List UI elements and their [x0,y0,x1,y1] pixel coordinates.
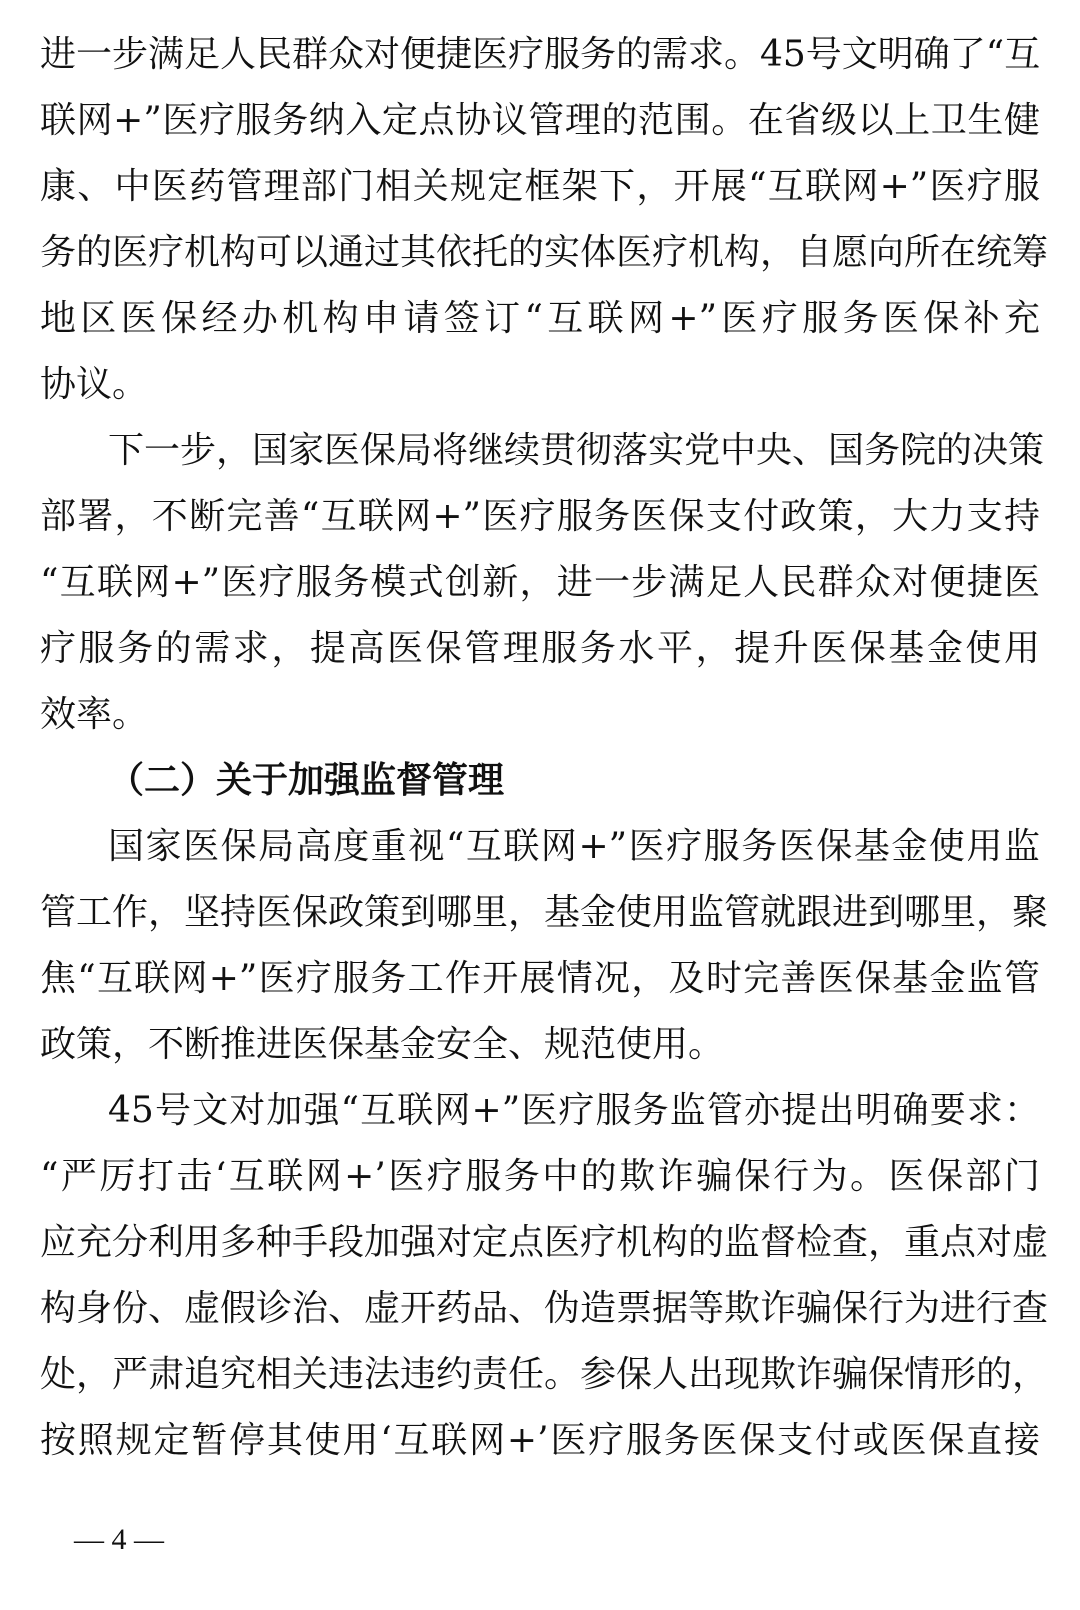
text-line: 进一步满足人民群众对便捷医疗服务的需求。45号文明确了“互 [40,34,1041,75]
text-line: 务的医疗机构可以通过其依托的实体医疗机构，自愿向所在统筹 [40,232,1049,273]
text-line: 地区医保经办机构申请签订“互联网+”医疗服务医保补充 [40,298,1040,339]
text-line: “互联网+”医疗服务模式创新，进一步满足人民群众对便捷医 [40,562,1040,603]
paragraph-first-line: 下一步，国家医保局将继续贯彻落实党中央、国务院的决策 [108,430,1045,471]
text-line: 部署，不断完善“互联网+”医疗服务医保支付政策，大力支持 [40,496,1040,537]
text-line: 疗服务的需求，提高医保管理服务水平，提升医保基金使用 [40,628,1040,669]
section-heading: （二）关于加强监督管理 [108,760,505,801]
text-line: 政策，不断推进医保基金安全、规范使用。 [40,1024,725,1065]
text-line: 按照规定暂停其使用‘互联网+’医疗服务医保支付或医保直接 [40,1420,1040,1461]
paragraph-first-line: 国家医保局高度重视“互联网+”医疗服务医保基金使用监 [108,826,1040,867]
text-line: 处，严肃追究相关违法违约责任。参保人出现欺诈骗保情形的， [40,1354,1049,1395]
text-line: 效率。 [40,694,149,735]
page-number: — 4 — [74,1523,164,1556]
text-line: 构身份、虚假诊治、虚开药品、伪造票据等欺诈骗保行为进行查 [40,1288,1049,1329]
text-line: 联网+”医疗服务纳入定点协议管理的范围。在省级以上卫生健 [40,100,1040,141]
text-line: 焦“互联网+”医疗服务工作开展情况，及时完善医保基金监管 [40,958,1040,999]
text-line: 协议。 [40,364,149,405]
paragraph-first-line: 45号文对加强“互联网+”医疗服务监管亦提出明确要求： [108,1090,1040,1131]
text-line: 应充分利用多种手段加强对定点医疗机构的监督检查，重点对虚 [40,1222,1049,1263]
text-line: 康、中医药管理部门相关规定框架下，开展“互联网+”医疗服 [40,166,1040,207]
text-line: “严厉打击‘互联网+’医疗服务中的欺诈骗保行为。医保部门 [40,1156,1040,1197]
text-line: 管工作，坚持医保政策到哪里，基金使用监管就跟进到哪里，聚 [40,892,1049,933]
